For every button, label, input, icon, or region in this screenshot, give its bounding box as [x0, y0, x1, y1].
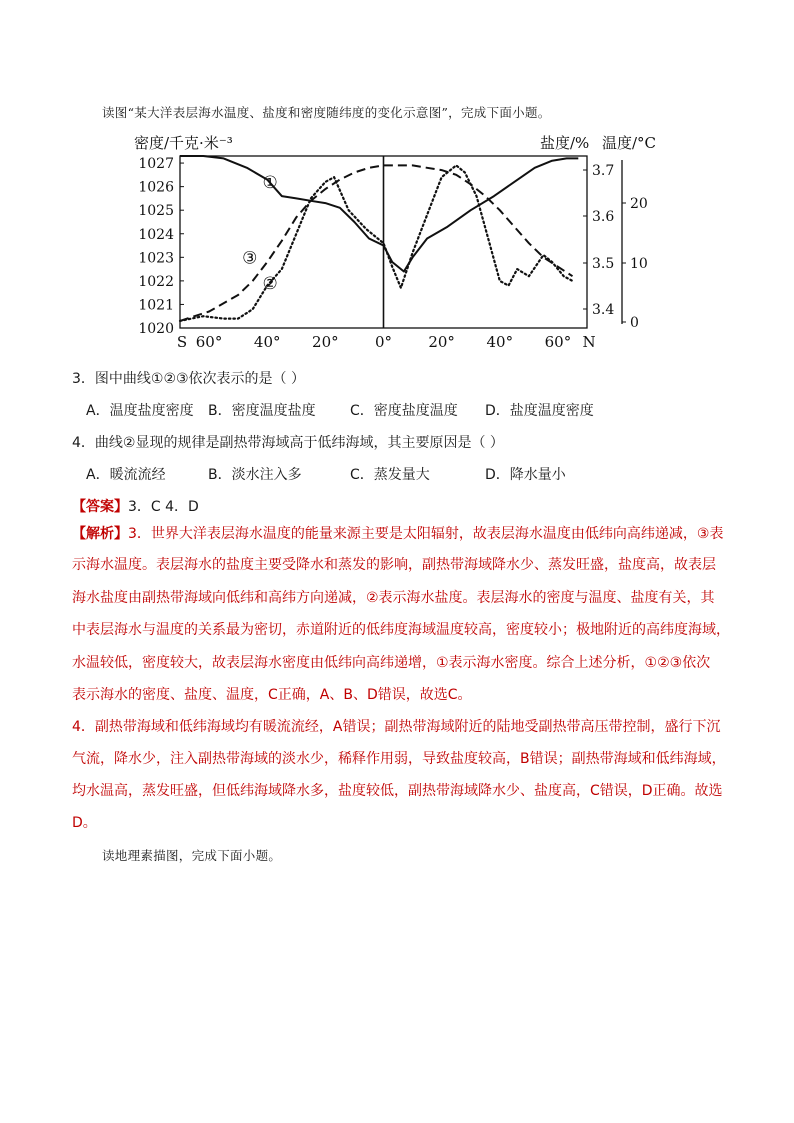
analysis-line: 4．副热带海域和低纬海域均有暖流流经，A错误；副热带海域附近的陆地受副热带高压带控制，盛行下沉 — [72, 719, 721, 735]
salinity-tick-label: 3.6 — [592, 209, 615, 225]
analysis-line: D。 — [72, 815, 97, 831]
left-axis-title: 密度/千克·米⁻³ — [134, 134, 233, 152]
question-4-stem: 4．曲线②显现的规律是副热带海域高于低纬海域，其主要原因是（ ） — [72, 435, 504, 451]
analysis-line: 示海水温度。表层海水的盐度主要受降水和蒸发的影响，副热带海域降水少、蒸发旺盛，盐度高，故表层 — [72, 557, 716, 573]
q4-option-c[interactable]: C．蒸发量大 — [350, 467, 430, 483]
latitude-tick-label: 40° — [253, 333, 281, 351]
salinity-axis-title: 盐度/% — [540, 134, 590, 152]
q4-option-d[interactable]: D．降水量小 — [485, 467, 566, 483]
density-tick-label: 1025 — [138, 203, 174, 220]
q3-option-c[interactable]: C．密度盐度温度 — [350, 403, 458, 419]
latitude-tick-label: 60° — [544, 333, 572, 351]
latitude-tick-label: 40° — [486, 333, 514, 351]
density-tick-label: 1027 — [138, 156, 174, 173]
temperature-tick-label: 10 — [630, 256, 648, 272]
answer-tag: 【答案】 — [72, 499, 128, 515]
answer-line — [72, 496, 199, 516]
density-tick-label: 1022 — [138, 273, 174, 290]
latitude-tick-label: 0° — [374, 333, 393, 351]
density-tick-label: 1026 — [138, 179, 174, 196]
chart-axes — [180, 156, 626, 328]
curve-label: ③ — [242, 248, 258, 269]
density-tick-label: 1020 — [138, 321, 174, 337]
density-tick-label: 1021 — [138, 297, 174, 314]
temperature-tick-label: 0 — [630, 315, 639, 331]
density-tick-label: 1023 — [138, 250, 174, 267]
question-3-stem: 3．图中曲线①②③依次表示的是（ ） — [72, 371, 306, 387]
q3-option-a[interactable]: A．温度盐度密度 — [86, 403, 194, 419]
analysis-line-1 — [72, 524, 723, 544]
latitude-tick-label: S — [176, 333, 188, 351]
analysis-line: 表示海水的密度、盐度、温度，C正确，A、B、D错误，故选C。 — [72, 687, 472, 703]
latitude-tick-label: N — [582, 333, 596, 351]
salinity-tick-label: 3.5 — [592, 256, 615, 272]
chart-labels — [134, 134, 656, 351]
q3-option-b[interactable]: B．密度温度盐度 — [208, 403, 316, 419]
analysis-line: 均水温高，蒸发旺盛，但低纬海域降水多，盐度较低，副热带海域降水少、盐度高，C错误，D正确。故选 — [72, 783, 723, 799]
analysis-line: 水温较低，密度较大，故表层海水密度由低纬向高纬递增，①表示海水密度。综合上述分析，①②③依次 — [72, 655, 711, 671]
salinity-tick-label: 3.4 — [592, 302, 615, 318]
analysis-line: 气流，降水少，注入副热带海域的淡水少，稀释作用弱，导致盐度较高，B错误；副热带海域和低纬海域， — [72, 751, 726, 767]
temperature-tick-label: 20 — [630, 196, 648, 212]
q4-option-a[interactable]: A．暖流流经 — [86, 467, 166, 483]
chart-series — [180, 156, 578, 321]
series-line-② — [180, 165, 573, 321]
latitude-tick-label: 20° — [428, 333, 455, 351]
ocean-latitude-chart — [132, 126, 672, 356]
next-question-intro: 读地理素描图，完成下面小题。 — [102, 848, 282, 863]
curve-label: ① — [262, 172, 278, 193]
q3-option-d[interactable]: D．盐度温度密度 — [485, 403, 594, 419]
analysis-line: 中表层海水与温度的关系最为密切，赤道附近的低纬度海域温度较高，密度较小；极地附近的高纬度海域， — [72, 622, 730, 638]
latitude-tick-label: 60° — [195, 333, 223, 351]
analysis-tag: 【解析】 — [72, 526, 128, 542]
series-line-③ — [180, 165, 573, 321]
analysis-line: 海水盐度由副热带海域向低纬和高纬方向递减，②表示海水盐度。表层海水的密度与温度、盐度有关，其 — [72, 590, 715, 606]
salinity-tick-label: 3.7 — [592, 163, 615, 179]
answer-text: 3．C 4．D — [128, 499, 199, 515]
temperature-axis-title: 温度/°C — [602, 134, 657, 152]
q4-option-b[interactable]: B．淡水注入多 — [208, 467, 302, 483]
series-line-① — [180, 156, 578, 272]
density-tick-label: 1024 — [138, 226, 174, 243]
question-intro: 读图“某大洋表层海水温度、盐度和密度随纬度的变化示意图”，完成下面小题。 — [102, 105, 551, 120]
analysis-text: 3．世界大洋表层海水温度的能量来源主要是太阳辐射，故表层海水温度由低纬向高纬递减，③表 — [128, 526, 724, 542]
curve-label: ② — [262, 274, 278, 295]
latitude-tick-label: 20° — [312, 333, 339, 351]
